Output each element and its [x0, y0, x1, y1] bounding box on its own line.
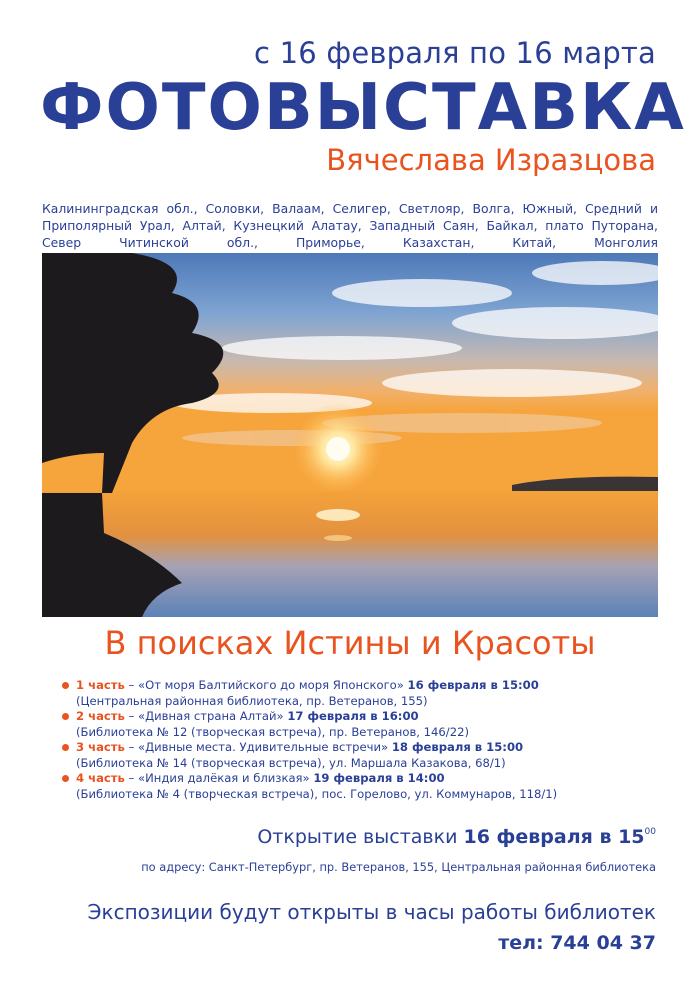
- opening-datetime: 16 февраля в 15: [463, 826, 645, 848]
- opening-label: Открытие выставки: [257, 826, 458, 848]
- part-address: (Библиотека № 12 (творческая встреча), пр. Ветеранов, 146/22): [76, 724, 469, 739]
- opening-hours-note: Экспозиции будут открыты в часы работы библиотек: [87, 900, 656, 924]
- part-datetime: 17 февраля в 16:00: [287, 709, 419, 723]
- bullet-icon: [62, 682, 69, 689]
- exhibition-subtitle: В поисках Истины и Красоты: [104, 624, 596, 662]
- places-list: Калининградская обл., Соловки, Валаам, Селигер, Светлояр, Волга, Южный, Средний и Приполярный Урал, Алтай, Кузнецкий Алатау, Западный Саян, Байкал, плато Путорана, Север Читинской обл., Приморье, Казахстан, Китай, Монголия: [42, 201, 658, 250]
- part-name: «Дивные места. Удивительные встречи»: [137, 740, 389, 754]
- part-number: 2 часть: [76, 709, 125, 723]
- part-number: 3 часть: [76, 740, 125, 754]
- part-dash: –: [124, 709, 138, 723]
- bullet-icon: [62, 744, 69, 751]
- part-name: «Дивная страна Алтай»: [137, 709, 284, 723]
- part-dash: –: [124, 771, 138, 785]
- part-name: «Индия далёкая и близкая»: [137, 771, 310, 785]
- venue-address: по адресу: Санкт-Петербург, пр. Ветеранов, 155, Центральная районная библиотека: [141, 860, 656, 874]
- part-number: 4 часть: [76, 771, 125, 785]
- bullet-icon: [62, 775, 69, 782]
- exhibition-dates: с 16 февраля по 16 марта: [254, 36, 656, 70]
- poster-title: ФОТОВЫСТАВКА: [40, 71, 686, 145]
- opening-minutes: 00: [644, 827, 656, 837]
- part-name: «От моря Балтийского до моря Японского»: [137, 678, 404, 692]
- bullet-icon: [62, 713, 69, 720]
- part-address: (Библиотека № 14 (творческая встреча), ул. Маршала Казакова, 68/1): [76, 755, 506, 770]
- phone-number: тел: 744 04 37: [498, 932, 656, 954]
- sunset-lake-photo: [42, 253, 658, 617]
- opening-announcement: [257, 826, 656, 848]
- part-address: (Центральная районная библиотека, пр. Ветеранов, 155): [76, 693, 428, 708]
- part-number: 1 часть: [76, 678, 125, 692]
- list-item: [62, 771, 662, 802]
- part-dash: –: [124, 678, 138, 692]
- part-datetime: 16 февраля в 15:00: [407, 678, 539, 692]
- part-datetime: 18 февраля в 15:00: [391, 740, 524, 754]
- list-item: [62, 678, 662, 709]
- photographer-name: Вячеслава Изразцова: [326, 143, 656, 177]
- exhibition-parts-list: [62, 678, 662, 802]
- part-datetime: 19 февраля в 14:00: [313, 771, 445, 785]
- list-item: [62, 709, 662, 740]
- list-item: [62, 740, 662, 771]
- part-address: (Библиотека № 4 (творческая встреча), пос. Горелово, ул. Коммунаров, 118/1): [76, 786, 558, 801]
- part-dash: –: [124, 740, 138, 754]
